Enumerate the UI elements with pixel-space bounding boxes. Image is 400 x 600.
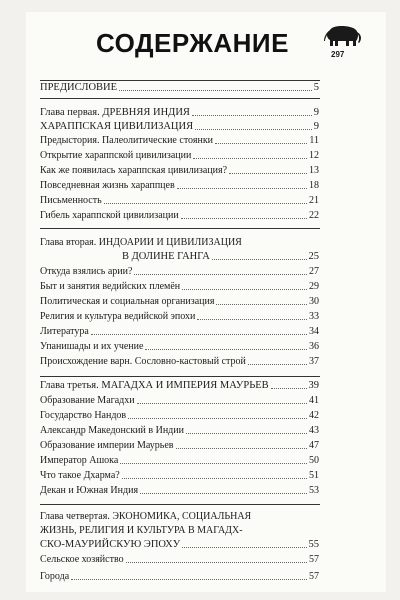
toc-entry: Император Ашока 50 [40, 455, 319, 466]
elephant-icon [324, 24, 362, 48]
toc-entry: Государство Нандов 42 [40, 410, 319, 421]
toc-chapter-heading-cont: СКО-МАУРИЙСКУЮ ЭПОХУ 55 [40, 539, 319, 550]
toc-entry-preface: ПРЕДИСЛОВИЕ 5 [40, 82, 319, 93]
toc-entry: Предыстория. Палеолитические стоянки 11 [40, 135, 319, 146]
toc-chapter-heading: Глава четвертая. ЭКОНОМИКА, СОЦИАЛЬНАЯ [40, 511, 252, 522]
toc-entry: Что такое Дхарма? 51 [40, 470, 319, 481]
separator-line [40, 98, 320, 99]
toc-entry: Религия и культура ведийской эпохи 33 [40, 311, 319, 322]
separator-line [40, 228, 320, 229]
toc-chapter-heading: Глава третья. МАГАДХА И ИМПЕРИЯ МАУРЬЕВ 39 [40, 380, 319, 391]
toc-chapter-heading: Глава вторая. ИНДОАРИИ И ЦИВИЛИЗАЦИЯ [40, 237, 242, 248]
toc-entry: Города 57 [40, 571, 319, 582]
toc-entry: Александр Македонский в Индии 43 [40, 425, 319, 436]
toc-chapter-heading-cont: В ДОЛИНЕ ГАНГА 25 [122, 251, 319, 262]
toc-entry: Открытие хараппской цивилизации 12 [40, 150, 319, 161]
toc-entry: Упанишады и их учение 36 [40, 341, 319, 352]
toc-entry: Как же появилась хараппская цивилизация? 13 [40, 165, 319, 176]
toc-chapter-heading: Глава первая. ДРЕВНЯЯ ИНДИЯ 9 [40, 107, 319, 118]
toc-chapter-heading-cont: ЖИЗНЬ, РЕЛИГИЯ И КУЛЬТУРА В МАГАДХ- [40, 525, 243, 536]
toc-entry: Литература 34 [40, 326, 319, 337]
toc-entry: Откуда взялись арии? 27 [40, 266, 319, 277]
separator-line [40, 504, 320, 505]
toc-chapter-subheading: ХАРАППСКАЯ ЦИВИЛИЗАЦИЯ 9 [40, 121, 319, 132]
toc-entry: Быт и занятия ведийских племён 29 [40, 281, 319, 292]
toc-entry: Образование империи Маурьев 47 [40, 440, 319, 451]
page-title: СОДЕРЖАНИЕ [96, 28, 289, 58]
toc-entry: Образование Магадхи 41 [40, 395, 319, 406]
toc-entry: Письменность 21 [40, 195, 319, 206]
toc-entry: Гибель хараппской цивилизации 22 [40, 210, 319, 221]
toc-entry: Декан и Южная Индия 53 [40, 485, 319, 496]
toc-entry: Повседневная жизнь хараппцев 18 [40, 180, 319, 191]
toc-entry: Политическая и социальная организация 30 [40, 296, 319, 307]
toc-entry: Сельское хозяйство 57 [40, 554, 319, 565]
toc-entry: Происхождение варн. Сословно-кастовый строй 37 [40, 356, 319, 367]
separator-line [40, 376, 320, 377]
separator-line [40, 80, 320, 81]
page-number: 297 [331, 50, 345, 59]
